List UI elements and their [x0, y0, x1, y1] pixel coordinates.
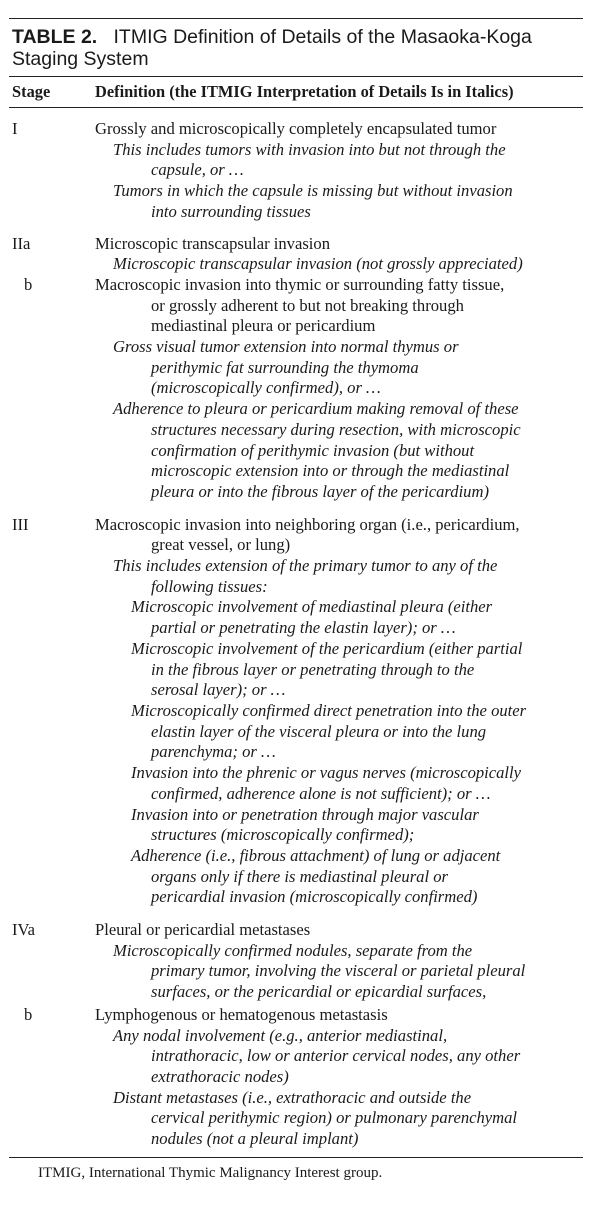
definition-line: great vessel, or lung)	[151, 535, 291, 555]
table-label: TABLE 2.	[12, 26, 98, 48]
definition-line: Microscopic transcapsular invasion	[95, 233, 331, 253]
itmig-interpretation-line: following tissues:	[151, 576, 268, 596]
itmig-interpretation-line: Adherence (i.e., fibrous attachment) of lung or adjacent	[131, 845, 501, 865]
itmig-interpretation-line: pericardial invasion (microscopically confirmed)	[151, 887, 478, 907]
table-body	[9, 119, 583, 1150]
definition-line: Lymphogenous or hematogenous metastasis	[95, 1004, 388, 1024]
table-title: ITMIG Definition of Details of the Masaoka-Koga Staging System	[12, 26, 532, 70]
itmig-interpretation-line: Invasion into or penetration through major vascular	[131, 804, 479, 824]
itmig-interpretation-line: Microscopic involvement of mediastinal pleura (either	[131, 597, 493, 617]
itmig-interpretation-line: parenchyma; or …	[151, 742, 276, 762]
itmig-interpretation-line: Invasion into the phrenic or vagus nerves (microscopically	[131, 763, 522, 783]
itmig-interpretation-line: confirmation of perithymic invasion (but without	[151, 440, 475, 460]
itmig-interpretation-line: partial or penetrating the elastin layer); or …	[151, 618, 456, 638]
definition-cell	[95, 275, 583, 503]
itmig-interpretation-line: confirmed, adherence alone is not sufficient); or …	[151, 783, 491, 803]
itmig-interpretation-line: elastin layer of the visceral pleura or into the lung	[151, 721, 487, 741]
itmig-interpretation-line: Microscopically confirmed nodules, separate from the	[113, 940, 473, 960]
itmig-interpretation-line: (microscopically confirmed), or …	[151, 378, 381, 398]
itmig-interpretation-line: This includes extension of the primary tumor to any of the	[113, 556, 498, 576]
table-row	[9, 119, 583, 223]
itmig-interpretation-line: perithymic fat surrounding the thymoma	[151, 357, 419, 377]
table-caption	[9, 19, 583, 76]
itmig-interpretation-line: surfaces, or the pericardial or epicardial surfaces,	[151, 982, 487, 1002]
itmig-interpretation-line: Distant metastases (i.e., extrathoracic and outside the	[113, 1087, 472, 1107]
table-footnote: ITMIG, International Thymic Malignancy Interest group.	[38, 1164, 383, 1181]
itmig-interpretation-line: Microscopic transcapsular invasion (not grossly appreciated)	[113, 254, 523, 274]
header-bottom-rule	[9, 107, 583, 108]
itmig-interpretation-line: into surrounding tissues	[151, 201, 311, 221]
definition-line: Macroscopic invasion into neighboring organ (i.e., pericardium,	[95, 514, 520, 534]
itmig-interpretation-line: Microscopic involvement of the pericardium (either partial	[131, 638, 523, 658]
table-header	[9, 77, 583, 107]
itmig-interpretation-line: pleura or into the fibrous layer of the pericardium)	[151, 481, 489, 501]
itmig-interpretation-line: in the fibrous layer or penetrating through to the	[151, 659, 475, 679]
itmig-interpretation-line: Tumors in which the capsule is missing but without invasion	[113, 181, 513, 201]
itmig-interpretation-line: organs only if there is mediastinal pleural or	[151, 866, 448, 886]
table-row	[9, 275, 583, 503]
table-row	[9, 1005, 583, 1150]
itmig-interpretation-line: structures necessary during resection, with microscopic	[151, 419, 521, 439]
table-container	[9, 18, 583, 1182]
itmig-interpretation-line: Any nodal involvement (e.g., anterior mediastinal,	[113, 1025, 448, 1045]
stage-cell: III	[12, 514, 29, 534]
stage-cell: IIa	[12, 233, 31, 253]
definition-line: Macroscopic invasion into thymic or surrounding fatty tissue,	[95, 274, 505, 294]
column-header-stage: Stage	[12, 82, 51, 101]
definition-cell	[95, 1005, 583, 1150]
stage-cell: b	[24, 274, 33, 294]
itmig-interpretation-line: primary tumor, involving the visceral or parietal pleural	[151, 961, 526, 981]
definition-line: Pleural or pericardial metastases	[95, 920, 311, 940]
definition-line: mediastinal pleura or pericardium	[151, 316, 376, 336]
itmig-interpretation-line: microscopic extension into or through the mediastinal	[151, 461, 510, 481]
stage-cell: I	[12, 119, 18, 138]
table-row	[9, 515, 583, 908]
definition-cell	[95, 920, 583, 1003]
column-header-definition: Definition (the ITMIG Interpretation of Details Is in Italics)	[95, 82, 514, 101]
itmig-interpretation-line: Gross visual tumor extension into normal thymus or	[113, 337, 459, 357]
itmig-interpretation-line: intrathoracic, low or anterior cervical nodes, any other	[151, 1046, 521, 1066]
definition-cell	[95, 234, 583, 275]
table-row	[9, 234, 583, 275]
definition-cell	[95, 119, 583, 223]
definition-line: or grossly adherent to but not breaking through	[151, 295, 464, 315]
stage-cell: IVa	[12, 920, 36, 940]
itmig-interpretation-line: cervical perithymic region) or pulmonary parenchymal	[151, 1108, 518, 1128]
itmig-interpretation-line: extrathoracic nodes)	[151, 1066, 289, 1086]
itmig-interpretation-line: Adherence to pleura or pericardium making removal of these	[113, 399, 519, 419]
itmig-interpretation-line: capsule, or …	[151, 160, 244, 180]
stage-cell: b	[24, 1004, 33, 1024]
definition-line: Grossly and microscopically completely encapsulated tumor	[95, 119, 497, 138]
itmig-interpretation-line: This includes tumors with invasion into but not through the	[113, 139, 506, 159]
table-row	[9, 920, 583, 1003]
itmig-interpretation-line: structures (microscopically confirmed);	[151, 825, 415, 845]
itmig-interpretation-line: nodules (not a pleural implant)	[151, 1129, 359, 1149]
itmig-interpretation-line: Microscopically confirmed direct penetration into the outer	[131, 700, 527, 720]
definition-cell	[95, 515, 583, 908]
itmig-interpretation-line: serosal layer); or …	[151, 680, 286, 700]
